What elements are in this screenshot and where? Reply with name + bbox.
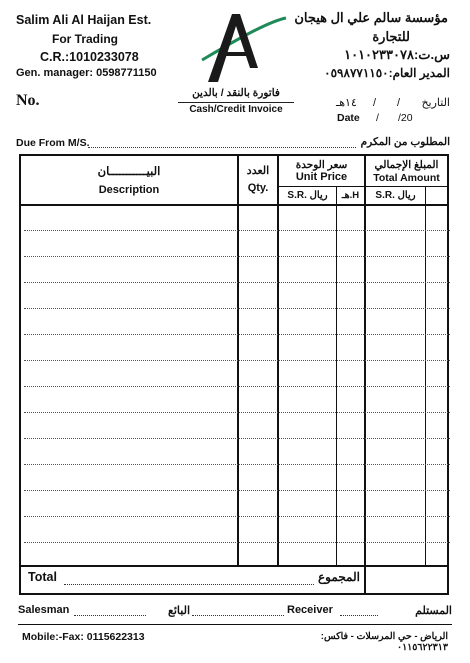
company-cr-en: C.R.:1010233078 [40,50,139,64]
col-unit-en: Unit Price [295,171,348,183]
table-row[interactable] [24,516,450,517]
receiver-label-en: Receiver [287,604,333,616]
date-field-gregorian[interactable] [336,112,446,126]
invoice-title-en: Cash/Credit Invoice [178,102,294,115]
col-divider-desc [237,156,239,566]
footer-divider [18,624,452,625]
invoice-number-field[interactable] [50,92,160,112]
col-unit-ar: سعر الوحدة [295,159,348,171]
table-row[interactable] [24,490,450,491]
company-name-en: Salim Ali Al Haijan Est. [16,13,152,27]
date-label-ar: التاريخ [421,97,450,109]
col-divider-total-sub [425,186,426,566]
salesman-label-ar: البائع [168,605,190,617]
table-row[interactable] [24,412,450,413]
items-table [19,154,449,595]
col-qty-en: Qty. [247,182,269,194]
col-total-ar: المبلغ الإجمالي [374,159,439,171]
due-from-label-ar: المطلوب من المكرم [360,136,450,148]
invoice-title-ar: فاتورة بالنقد / بالدين [192,87,280,99]
due-from-field[interactable] [88,146,356,148]
col-divider-unit [364,156,366,595]
due-from-label-en: Due From M/S. [16,137,90,149]
col-divider-unit-sub [336,186,337,566]
col-total-en: Total Amount [373,172,440,184]
company-sub-en: For Trading [52,32,118,46]
receiver-field[interactable] [340,614,378,616]
col-divider-qty [277,156,279,566]
table-row[interactable] [24,308,450,309]
table-row[interactable] [24,256,450,257]
total-words-field[interactable] [64,583,314,585]
table-row[interactable] [24,386,450,387]
invoice-number-label: No. [16,92,40,109]
date-label-en: Date [337,112,360,124]
table-row[interactable] [24,334,450,335]
company-cr-ar: س.ت:١٠١٠٢٣٣٠٧٨ [344,47,450,62]
contact-ar: الرياض - حي المرسلات - فاكس: ٠١١٥٦٢٢٣١٣ [320,631,448,653]
table-row[interactable] [24,230,450,231]
total-amount-field[interactable] [366,567,447,593]
col-total-sub: S.R. ريال [375,190,416,201]
company-logo [196,8,288,88]
table-row[interactable] [24,464,450,465]
col-qty-ar: العدد [246,165,270,177]
table-header-line [21,204,447,206]
date-slash-1: / [397,97,401,109]
table-row[interactable] [24,360,450,361]
date-slash-en: / [376,112,379,124]
company-sub-ar: للتجارة [372,29,410,44]
contact-en: Mobile:-Fax: 0115622313 [22,631,145,643]
total-label-en: Total [28,570,57,584]
col-desc-ar: البيـــــــــــان [97,166,161,178]
col-unit-sub-h: هـ.H [341,190,360,201]
table-row[interactable] [24,282,450,283]
date-year-en: /20 [398,112,413,124]
price-subheader-line [278,186,447,187]
total-label-ar: المجموع [318,570,360,584]
date-field-hijri[interactable] [336,97,446,112]
date-slash-2: / [373,97,377,109]
col-unit-sub-sr: S.R. ريال [287,190,328,201]
date-year-ar: ١٤هـ [336,97,357,109]
receiver-label-ar: المستلم [415,605,452,617]
company-manager-ar: المدير العام:٠٥٩٨٧٧١١٥٠ [324,66,450,80]
salesman-field[interactable] [74,614,146,616]
table-row[interactable] [24,542,450,543]
salesman-label-en: Salesman [18,604,70,616]
table-row[interactable] [24,438,450,439]
company-manager-en: Gen. manager: 0598771150 [16,67,157,79]
salesman-signature-field[interactable] [192,614,284,616]
col-desc-en: Description [98,184,160,196]
company-name-ar: مؤسسة سالم علي ال هيجان [294,10,448,25]
